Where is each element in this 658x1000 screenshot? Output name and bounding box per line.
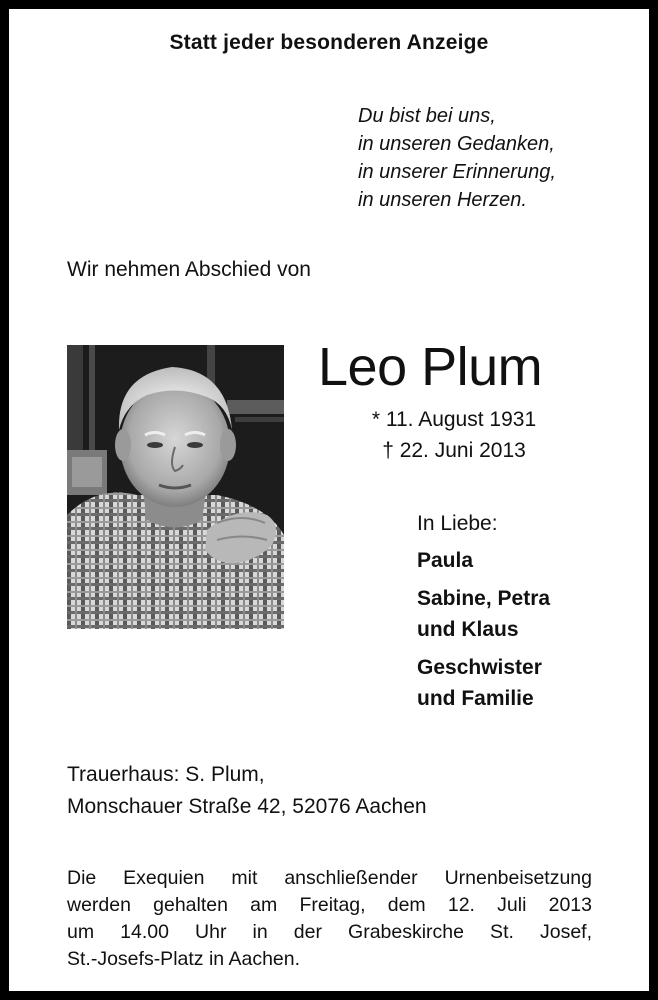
poem-line: in unseren Gedanken, (358, 133, 555, 155)
funeral-details-line: um 14.00 Uhr in der Grabeskirche St. Josef, (67, 921, 592, 943)
portrait-photo (67, 345, 284, 629)
in-love-label: In Liebe: (417, 512, 498, 535)
death-date: † 22. Juni 2013 (382, 439, 526, 462)
address-line: Trauerhaus: S. Plum, (67, 763, 265, 786)
mourning-house-address (67, 759, 427, 823)
address-line: Monschauer Straße 42, 52076 Aachen (67, 795, 427, 818)
intro-text: Wir nehmen Abschied von (67, 258, 311, 281)
mourner-entry: Geschwister und Familie (417, 656, 542, 710)
funeral-details (67, 865, 592, 973)
poem (358, 102, 556, 214)
mourners-list (417, 545, 550, 721)
notice-header: Statt jeder besonderen Anzeige (169, 31, 489, 54)
mourner-entry: Paula (417, 549, 474, 572)
life-dates (334, 404, 574, 466)
poem-line: Du bist bei uns, (358, 105, 496, 127)
mourner-entry: Sabine, Petra und Klaus (417, 587, 551, 641)
poem-line: in unseren Herzen. (358, 189, 527, 211)
poem-line: in unserer Erinnerung, (358, 161, 556, 183)
funeral-details-line: St.-Josefs-Platz in Aachen. (67, 948, 301, 970)
deceased-name: Leo Plum (318, 337, 543, 397)
funeral-details-line: Die Exequien mit anschließender Urnenbeisetzung (67, 867, 592, 889)
funeral-details-line: werden gehalten am Freitag, dem 12. Juli 2013 (67, 894, 592, 916)
birth-date: * 11. August 1931 (371, 408, 537, 431)
